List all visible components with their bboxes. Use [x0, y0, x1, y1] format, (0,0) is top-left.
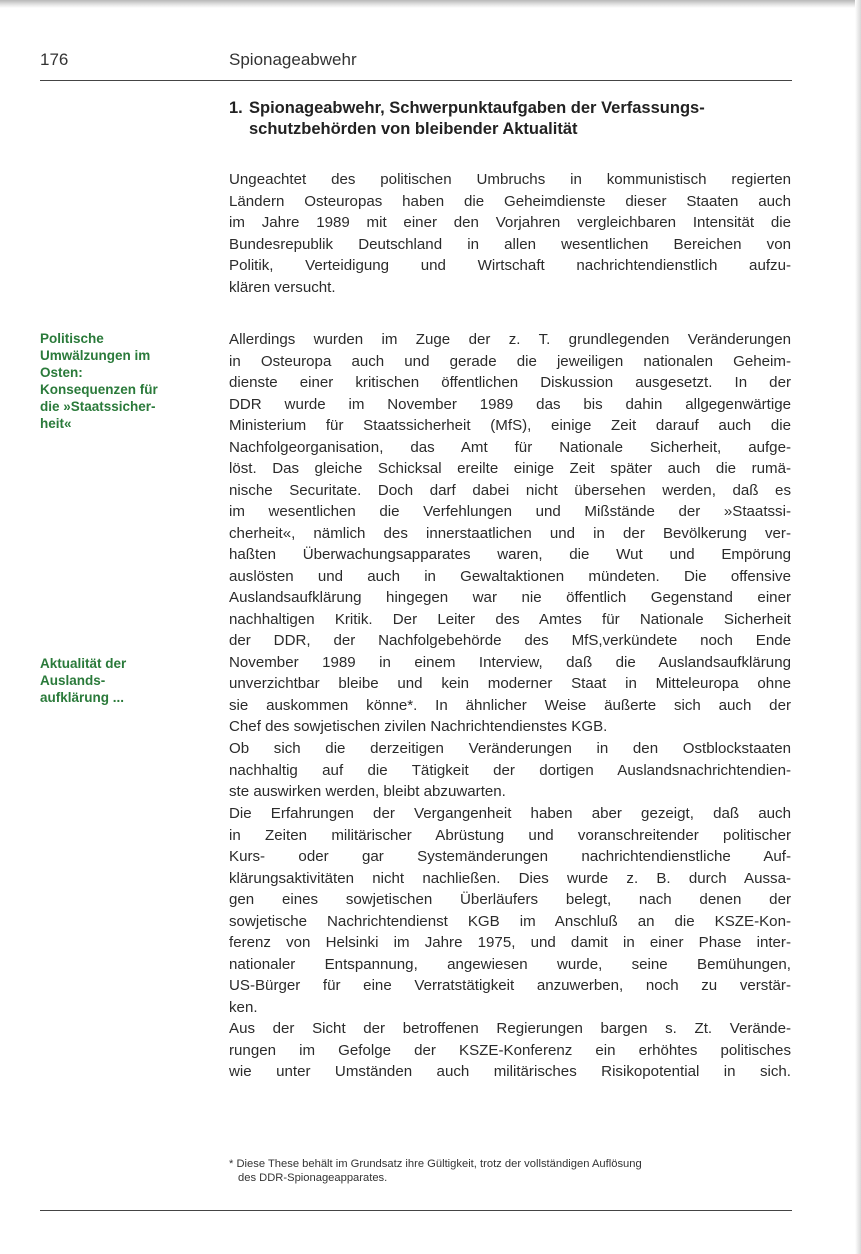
margin-note-line: Politische — [40, 331, 104, 346]
text-line: nische Securitate. Doch darf dabei nicht übersehen werden, daß es — [229, 481, 791, 499]
text-line: klären versucht. — [229, 278, 336, 296]
text-line: November 1989 in einem Interview, daß die Auslandsaufklärung — [229, 653, 791, 671]
text-line: unverzichtbar bleibe und kein moderner Staat in Mitteleuropa ohne — [229, 675, 791, 692]
text-line: ste auswirken werden, bleibt abzuwarten. — [229, 783, 506, 800]
text-line: der DDR, der Nachfolgebehörde des MfS,verkündete noch Ende — [229, 632, 791, 649]
text-line: Allerdings wurden im Zuge der z. T. grundlegenden Veränderungen — [229, 331, 791, 348]
margin-note-aktualitaet-auslandsaufklaerung — [40, 655, 180, 706]
page-top-shadow — [0, 0, 861, 8]
text-line: Kurs- oder gar Systemänderungen nachrichtendienstliche Auf- — [229, 848, 791, 865]
text-line: Ob sich die derzeitigen Veränderungen in den Ostblockstaaten — [229, 740, 791, 757]
section-title-line-1: Spionageabwehr, Schwerpunktaufgaben der Verfassungs- — [249, 99, 705, 117]
text-line: DDR wurde im November 1989 das bis dahin allgegenwärtige — [229, 395, 791, 413]
paragraph-3 — [229, 738, 791, 803]
page-right-shadow — [855, 0, 861, 1254]
text-line: ferenz von Helsinki im Jahre 1975, und damit in einer Phase inter- — [229, 934, 791, 951]
text-line: im Jahre 1989 mit einer den Vorjahren vergleichbaren Intensität die — [229, 214, 791, 231]
text-line: cherheit«, nämlich des innerstaatlichen und in der Bevölkerung ver- — [229, 524, 791, 542]
margin-note-line: heit« — [40, 416, 72, 431]
section-heading — [229, 98, 799, 140]
text-line: nationaler Entspannung, angewiesen wurde, seine Bemühungen, — [229, 955, 791, 973]
paragraph-2 — [229, 329, 791, 738]
text-line: sowjetische Nachrichtendienst KGB im Anschluß an die KSZE-Kon- — [229, 912, 791, 930]
text-line: Bundesrepublik Deutschland in allen wesentlichen Bereichen von — [229, 235, 791, 253]
text-line: Ländern Osteuropas haben die Geheimdienste dieser Staaten auch — [229, 192, 791, 210]
text-line: im wesentlichen die Verfehlungen und Mißstände der »Staatssi- — [229, 503, 791, 520]
text-line: Auslandsaufklärung hingegen war nie öffentlich Gegenstand einer — [229, 589, 791, 606]
paragraph-5 — [229, 1018, 791, 1083]
footnote-line: * Diese These behält im Grundsatz ihre Gültigkeit, trotz der vollständigen Auflösung — [229, 1158, 642, 1170]
text-line: nachhaltigen Kritik. Der Leiter des Amtes für Nationale Sicherheit — [229, 610, 791, 628]
text-line: dienste einer kritischen öffentlichen Diskussion ausgesetzt. In der — [229, 374, 791, 391]
running-title: Spionageabwehr — [229, 50, 357, 69]
text-line: ken. — [229, 998, 258, 1016]
footnote-line: des DDR-Spionageapparates. — [238, 1172, 388, 1184]
text-line: Ungeachtet des politischen Umbruchs in kommunistisch regierten — [229, 171, 791, 188]
section-number: 1. — [229, 99, 243, 117]
header-rule — [40, 80, 792, 81]
text-line: US-Bürger für eine Verratstätigkeit anzuwerben, noch zu verstär- — [229, 977, 791, 994]
text-line: Politik, Verteidigung und Wirtschaft nachrichtendienstlich aufzu- — [229, 257, 791, 274]
margin-note-politische-umwaelzungen — [40, 330, 180, 432]
footnote — [229, 1157, 791, 1185]
text-line: klärungsaktivitäten nicht nachließen. Dies wurde z. B. durch Aussa- — [229, 869, 791, 887]
paragraph-4 — [229, 803, 791, 1018]
text-line: Aus der Sicht der betroffenen Regierungen bargen s. Zt. Verände- — [229, 1020, 791, 1037]
text-line: nachhaltig auf die Tätigkeit der dortigen Auslandsnachrichtendien- — [229, 761, 791, 779]
text-line: Ministerium für Staatssicherheit (MfS), einige Zeit darauf auch die — [229, 417, 791, 434]
margin-note-line: Aktualität der — [40, 656, 127, 671]
text-line: Die Erfahrungen der Vergangenheit haben aber gezeigt, daß auch — [229, 805, 791, 822]
paragraph-1 — [229, 169, 791, 298]
margin-note-line: Osten: — [40, 365, 83, 380]
text-line: in Zeiten militärischer Abrüstung und voranschreitender politischer — [229, 826, 791, 844]
margin-note-line: Umwälzungen im — [40, 348, 151, 363]
page-number: 176 — [40, 50, 69, 69]
text-line: wie unter Umständen auch militärisches Risikopotential in sich. — [229, 1063, 791, 1080]
text-line: auslösten und auch in Gewaltaktionen mündeten. Die offensive — [229, 567, 791, 585]
text-line: Chef des sowjetischen zivilen Nachrichtendienstes KGB. — [229, 718, 608, 735]
text-line: rungen im Gefolge der KSZE-Konferenz ein erhöhtes politisches — [229, 1041, 791, 1059]
section-title-line-2: schutzbehörden von bleibender Aktualität — [249, 120, 578, 138]
text-line: Nachfolgeorganisation, das Amt für Nationale Sicherheit, aufge- — [229, 438, 791, 456]
text-line: gen eines sowjetischen Überläufers belegt, nach denen der — [229, 891, 791, 908]
text-line: haßten Überwachungsapparates waren, die Wut und Empörung — [229, 546, 791, 563]
text-line: löst. Das gleiche Schicksal ereilte einige Zeit später auch die rumä- — [229, 460, 791, 477]
footer-rule — [40, 1210, 792, 1211]
margin-note-line: aufklärung ... — [40, 690, 125, 705]
text-line: in Osteuropa auch und gerade die jeweiligen nationalen Geheim- — [229, 352, 791, 370]
margin-note-line: Konsequenzen für — [40, 382, 158, 397]
margin-note-line: Auslands- — [40, 673, 106, 688]
text-line: sie auskommen könne*. In ähnlicher Weise äußerte sich auch der — [229, 696, 791, 714]
margin-note-line: die »Staatssicher- — [40, 399, 156, 414]
